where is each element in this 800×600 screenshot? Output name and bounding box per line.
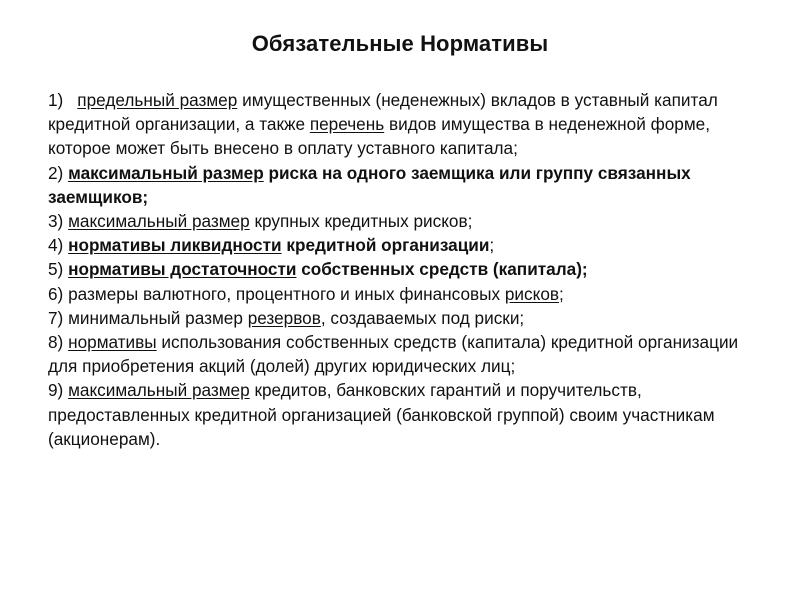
item-text: кредитной организации <box>281 235 490 256</box>
list-item <box>48 233 768 257</box>
underlined-term: максимальный размер <box>68 162 264 183</box>
list-item <box>48 306 768 330</box>
item-text: риска на одного заемщика или группу связанных заемщиков; <box>48 162 691 207</box>
underlined-term: предельный размер <box>77 90 238 110</box>
item-text: видов имущества в неденежной форме, которое может быть внесено в оплату уставного капитала; <box>48 114 710 159</box>
list-item <box>48 209 768 233</box>
item-number: 2) <box>48 162 64 183</box>
item-text: собственных средств (капитала); <box>296 259 588 280</box>
underlined-term: нормативы <box>68 332 157 353</box>
item-text: размеры валютного, процентного и иных финансовых <box>68 283 505 304</box>
underlined-term: нормативы достаточности <box>68 259 297 280</box>
underlined-term: максимальный размер <box>68 380 250 401</box>
norms-list <box>48 88 768 451</box>
item-number: 1) <box>48 90 64 110</box>
item-number: 9) <box>48 380 64 401</box>
item-text: ; <box>559 283 564 304</box>
item-text: кредитов, банковских гарантий и поручительств, предоставленных кредитной организацией (банковской группой) своим участникам (акционерам). <box>48 380 715 449</box>
item-number: 6) <box>48 283 64 304</box>
slide-title: Обязательные Нормативы <box>251 31 549 56</box>
item-text: имущественных (неденежных) вкладов в уставный капитал кредитной организации, а также <box>48 90 718 135</box>
item-text: ; <box>489 235 495 256</box>
item-number: 3) <box>48 211 64 232</box>
underlined-term: максимальный размер <box>68 211 250 232</box>
list-item <box>48 378 768 451</box>
item-number: 7) <box>48 307 64 328</box>
item-number: 8) <box>48 332 64 353</box>
item-number: 5) <box>48 259 64 280</box>
item-text: крупных кредитных рисков; <box>249 211 473 232</box>
list-item <box>48 88 768 161</box>
item-text: использования собственных средств (капитала) кредитной организации для приобретения акций (долей) других юридических лиц; <box>48 332 739 377</box>
item-text: минимальный размер <box>68 307 248 328</box>
list-item <box>48 257 768 281</box>
underlined-term: рисков <box>504 283 560 304</box>
list-item <box>48 330 768 378</box>
underlined-term: перечень <box>309 114 385 135</box>
item-number: 4) <box>48 235 64 256</box>
item-text: , создаваемых под риски; <box>320 307 525 328</box>
list-item <box>48 161 768 209</box>
list-item <box>48 282 768 306</box>
underlined-term: резервов <box>247 307 321 328</box>
underlined-term: нормативы ликвидности <box>68 235 282 256</box>
